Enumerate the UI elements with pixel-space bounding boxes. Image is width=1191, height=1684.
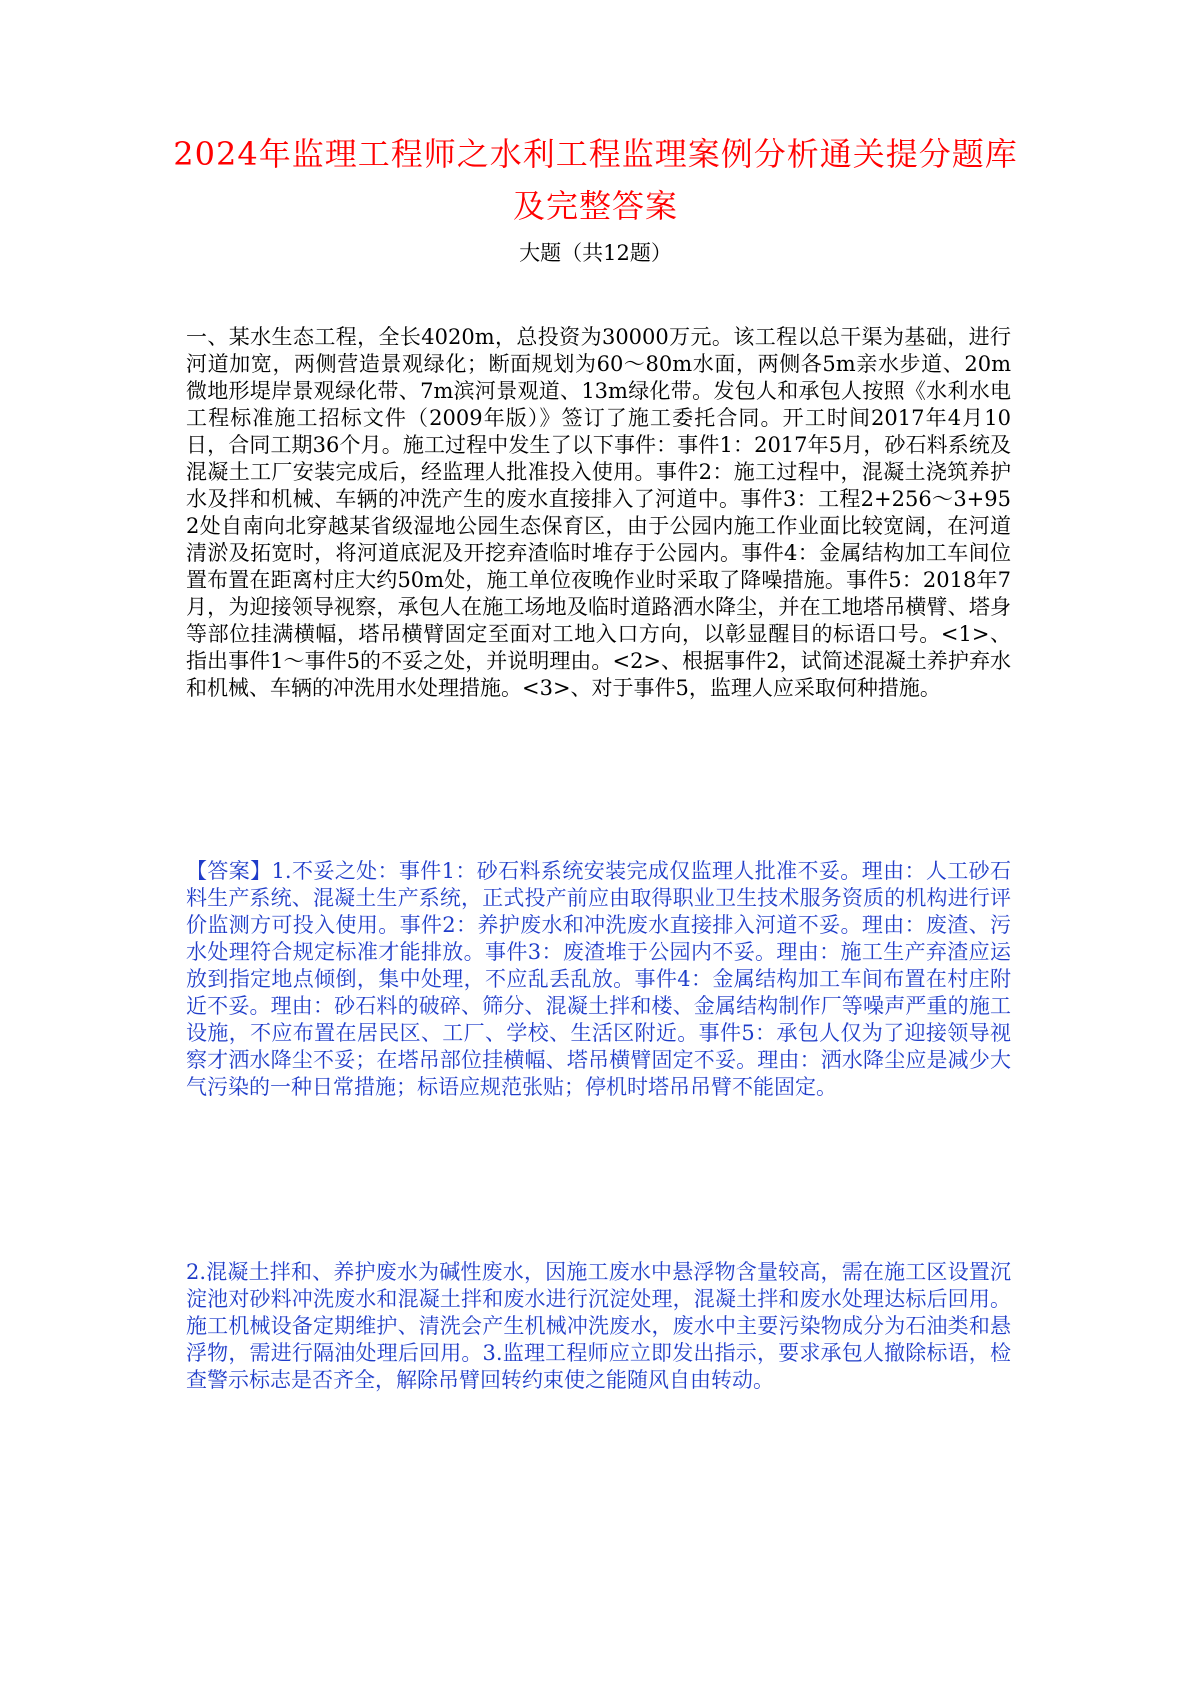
answer-paragraph-2: 2.混凝土拌和、养护废水为碱性废水，因施工废水中悬浮物含量较高，需在施工区设置沉淀池对砂料冲洗废水和混凝土拌和废水进行沉淀处理，混凝土拌和废水处理达标后回用。施工机械设备定期维护、清洗会产生机械冲洗废水，废水中主要污染物成分为石油类和悬浮物，需进行隔油处理后回用。3.监理工程师应立即发出指示，要求承包人撤除标语，检查警示标志是否齐全，解除吊臂回转约束使之能随风自由转动。 [186, 1260, 1011, 1392]
answer-text-1: 1.不妥之处：事件1：砂石料系统安装完成仅监理人批准不妥。理由：人工砂石料生产系统、混凝土生产系统，正式投产前应由取得职业卫生技术服务资质的机构进行评价监测方可投入使用。事件2：养护废水和冲洗废水直接排入河道不妥。理由：废渣、污水处理符合规定标准才能排放。事件3：废渣堆于公园内不妥。理由：施工生产弃渣应运放到指定地点倾倒，集中处理，不应乱丢乱放。事件4：金属结构加工车间布置在村庄附近不妥。理由：砂石料的破碎、筛分、混凝土拌和楼、金属结构制作厂等噪声严重的施工设施，不应布置在居民区、工厂、学校、生活区附近。事件5：承包人仅为了迎接领导视察才洒水降尘不妥；在塔吊部位挂横幅、塔吊横臂固定不妥。理由：洒水降尘应是减少大气污染的一种日常措施；标语应规范张贴；停机时塔吊吊臂不能固定。 [186, 859, 1011, 1099]
section-heading: 大题（共12题） [519, 241, 672, 265]
question-paragraph: 一、某水生态工程，全长4020m，总投资为30000万元。该工程以总干渠为基础，进行河道加宽，两侧营造景观绿化；断面规划为60～80m水面，两侧各5m亲水步道、20m微地形堤岸景观绿化带、7m滨河景观道、13m绿化带。发包人和承包人按照《水利水电工程标准施工招标文件（2009年版）》签订了施工委托合同。开工时间2017年4月10日，合同工期36个月。施工过程中发生了以下事件：事件1：2017年5月，砂石料系统及混凝土工厂安装完成后，经监理人批准投入使用。事件2：施工过程中，混凝土浇筑养护水及拌和机械、车辆的冲洗产生的废水直接排入了河道中。事件3：工程2+256～3+952处自南向北穿越某省级湿地公园生态保育区，由于公园内施工作业面比较宽阔，在河道清淤及拓宽时，将河道底泥及开挖弃渣临时堆存于公园内。事件4：金属结构加工车间位置布置在距离村庄大约50m处，施工单位夜晚作业时采取了降噪措施。事件5：2018年7月，为迎接领导视察，承包人在施工场地及临时道路洒水降尘，并在工地塔吊横臂、塔身等部位挂满横幅，塔吊横臂固定至面对工地入口方向，以彰显醒目的标语口号。<1>、指出事件1～事件5的不妥之处，并说明理由。<2>、根据事件2，试简述混凝土养护弃水和机械、车辆的冲洗用水处理措施。<3>、对于事件5，监理人应采取何种措施。 [186, 325, 1011, 700]
answer-paragraph-1 [186, 858, 1011, 1101]
answer-tag: 【答案】 [186, 859, 272, 883]
document-title: 2024年监理工程师之水利工程监理案例分析通关提分题库及完整答案 [173, 135, 1018, 225]
